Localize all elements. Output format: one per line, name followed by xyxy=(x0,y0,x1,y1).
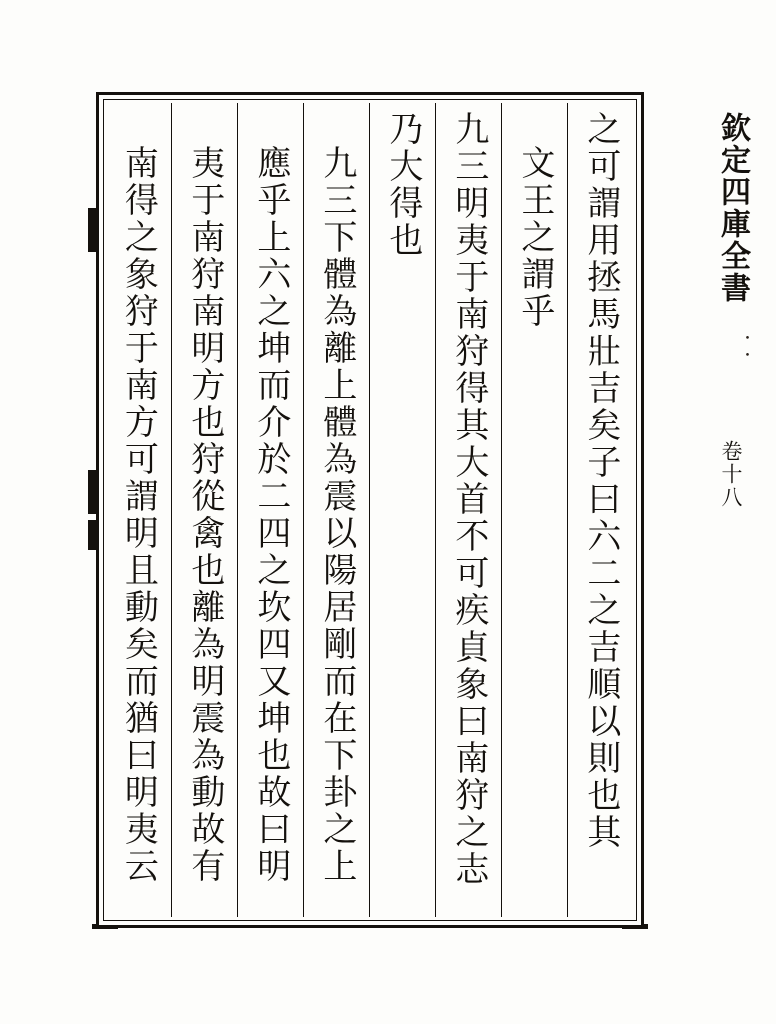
text-column-3 xyxy=(435,103,501,917)
juan-sub-mark: ・・ xyxy=(738,330,756,364)
text-column-1 xyxy=(567,103,633,917)
text-column-6 xyxy=(237,103,303,917)
text-column-2 xyxy=(501,103,567,917)
column-text: 夷于南狩南明方也狩從禽也離為明震為動故有 xyxy=(184,145,225,885)
text-column-7 xyxy=(171,103,237,917)
text-column-4 xyxy=(369,103,435,917)
column-text: 九三下體為離上體為震以陽居剛而在下卦之上 xyxy=(316,145,357,885)
text-column-5 xyxy=(303,103,369,917)
juan-label: 卷十八 xyxy=(719,440,743,509)
column-text: 文王之謂乎 xyxy=(514,145,555,330)
text-column-8 xyxy=(105,103,171,917)
column-text: 乃大得也 xyxy=(382,111,423,259)
text-block-frame xyxy=(96,92,644,928)
column-text: 應乎上六之坤而介於二四之坎四又坤也故曰明 xyxy=(250,145,291,885)
text-columns xyxy=(107,103,633,917)
column-text: 之可謂用拯馬壯吉矣子曰六二之吉順以則也其 xyxy=(580,111,621,851)
book-title: 欽定四庫全書 xyxy=(715,112,750,304)
column-text: 九三明夷于南狩得其大首不可疾貞象曰南狩之志 xyxy=(448,111,489,888)
column-text: 南得之象狩于南方可謂明且動矣而猶曰明夷云 xyxy=(118,145,159,885)
